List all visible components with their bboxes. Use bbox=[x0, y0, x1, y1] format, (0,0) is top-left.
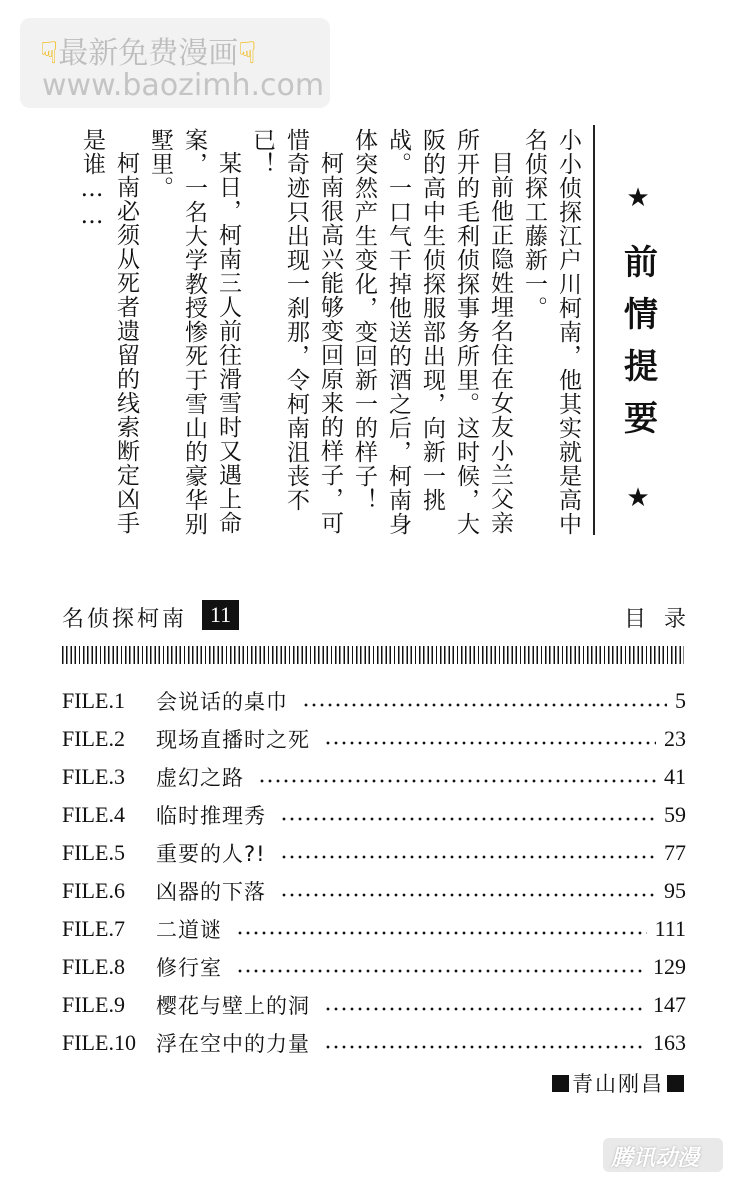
watermark-url[interactable]: www.baozimh.com bbox=[42, 68, 325, 103]
toc-file-number: FILE.8 bbox=[62, 954, 125, 979]
toc-file-number: FILE.6 bbox=[62, 878, 125, 903]
toc-title: 凶器的下落 bbox=[156, 880, 266, 904]
toc-row[interactable] bbox=[62, 834, 686, 872]
toc-page-number: 111 bbox=[654, 916, 686, 941]
toc-title: 浮在空中的力量 bbox=[156, 1032, 310, 1056]
pointing-down-hand-icon: ☟ bbox=[238, 36, 257, 71]
toc-title: 临时推理秀 bbox=[156, 804, 266, 828]
toc-row[interactable] bbox=[62, 796, 686, 834]
toc-title: 会说话的桌巾 bbox=[156, 690, 288, 714]
recap-paragraph: 小小侦探江户川柯南，他其实就是高中名侦探工藤新一。 bbox=[521, 128, 581, 536]
toc-title: 虚幻之路 bbox=[156, 766, 244, 790]
toc-file-number: FILE.5 bbox=[62, 840, 125, 865]
toc-page-number: 95 bbox=[664, 878, 686, 903]
toc-leader-dots bbox=[280, 817, 656, 821]
series-title: 名侦探柯南 bbox=[62, 607, 188, 632]
toc-page-number: 59 bbox=[664, 802, 686, 827]
toc-file-number: FILE.4 bbox=[62, 802, 125, 827]
recap-paragraph: 柯南很高兴能够变回原来的样子，可惜奇迹只出现一刹那，令柯南沮丧不已！ bbox=[249, 128, 343, 535]
contents-label: 目录 bbox=[623, 607, 704, 632]
toc-leader-dots bbox=[302, 703, 667, 707]
square-bullet-icon bbox=[667, 1075, 684, 1092]
recap-text bbox=[75, 128, 585, 548]
toc-row[interactable] bbox=[62, 720, 686, 758]
toc-row[interactable] bbox=[62, 758, 686, 796]
toc-title: 二道谜 bbox=[156, 918, 222, 942]
toc-file-number: FILE.1 bbox=[62, 688, 125, 713]
toc-page-number: 163 bbox=[653, 1030, 686, 1055]
volume-badge: 11 bbox=[202, 600, 239, 630]
logo-text: 腾讯动漫 bbox=[611, 1146, 700, 1171]
author-credit bbox=[549, 1068, 687, 1098]
recap-paragraph: 目前他正隐姓埋名住在女友小兰父亲所开的毛利侦探事务所里。这时候，大阪的高中生侦探服部出现，向新一挑战。一口气干掉他送的酒之后，柯南身体突然产生变化，变回新一的样子！ bbox=[351, 128, 513, 536]
toc-leader-dots bbox=[258, 779, 656, 783]
toc-row[interactable] bbox=[62, 1024, 686, 1062]
toc-row[interactable] bbox=[62, 910, 686, 948]
recap-title bbox=[612, 176, 664, 520]
toc-leader-dots bbox=[280, 855, 656, 859]
toc-page-number: 147 bbox=[653, 992, 686, 1017]
author-name: 青山刚昌 bbox=[572, 1072, 664, 1096]
toc-row[interactable] bbox=[62, 948, 686, 986]
toc-leader-dots bbox=[236, 969, 645, 973]
toc-header bbox=[62, 600, 704, 634]
toc-file-number: FILE.7 bbox=[62, 916, 125, 941]
toc-title: 修行室 bbox=[156, 956, 222, 980]
table-of-contents bbox=[62, 682, 686, 1062]
toc-title: 樱花与壁上的洞 bbox=[156, 994, 310, 1018]
watermark-line1: ☟最新免费漫画☟ bbox=[40, 36, 257, 71]
toc-title: 重要的人?! bbox=[156, 842, 266, 866]
recap-paragraph: 柯南必须从死者遗留的线索断定凶手是谁…… bbox=[79, 128, 139, 535]
square-bullet-icon bbox=[552, 1075, 569, 1092]
recap-title-text: 前情提要 bbox=[617, 244, 658, 452]
hatch-divider bbox=[62, 646, 684, 664]
toc-title: 现场直播时之死 bbox=[156, 728, 310, 752]
star-icon: ★ bbox=[626, 183, 650, 213]
toc-page-number: 77 bbox=[664, 840, 686, 865]
toc-leader-dots bbox=[324, 1007, 645, 1011]
toc-file-number: FILE.10 bbox=[62, 1030, 136, 1055]
toc-row[interactable] bbox=[62, 872, 686, 910]
toc-leader-dots bbox=[324, 741, 656, 745]
toc-leader-dots bbox=[324, 1045, 645, 1049]
toc-page-number: 5 bbox=[675, 688, 686, 713]
recap-divider bbox=[593, 125, 595, 535]
recap-paragraph: 某日，柯南三人前往滑雪时又遇上命案，一名大学教授惨死于雪山的豪华别墅里。 bbox=[147, 128, 241, 536]
watermark-banner bbox=[20, 18, 330, 108]
toc-row[interactable] bbox=[62, 682, 686, 720]
toc-row[interactable] bbox=[62, 986, 686, 1024]
toc-page-number: 23 bbox=[664, 726, 686, 751]
toc-page-number: 129 bbox=[653, 954, 686, 979]
toc-file-number: FILE.3 bbox=[62, 764, 125, 789]
toc-file-number: FILE.2 bbox=[62, 726, 125, 751]
tencent-comic-logo bbox=[603, 1138, 723, 1172]
pointing-down-hand-icon: ☟ bbox=[40, 36, 59, 71]
toc-page-number: 41 bbox=[664, 764, 686, 789]
toc-leader-dots bbox=[236, 931, 647, 935]
star-icon: ★ bbox=[626, 483, 650, 513]
toc-leader-dots bbox=[280, 893, 656, 897]
toc-file-number: FILE.9 bbox=[62, 992, 125, 1017]
